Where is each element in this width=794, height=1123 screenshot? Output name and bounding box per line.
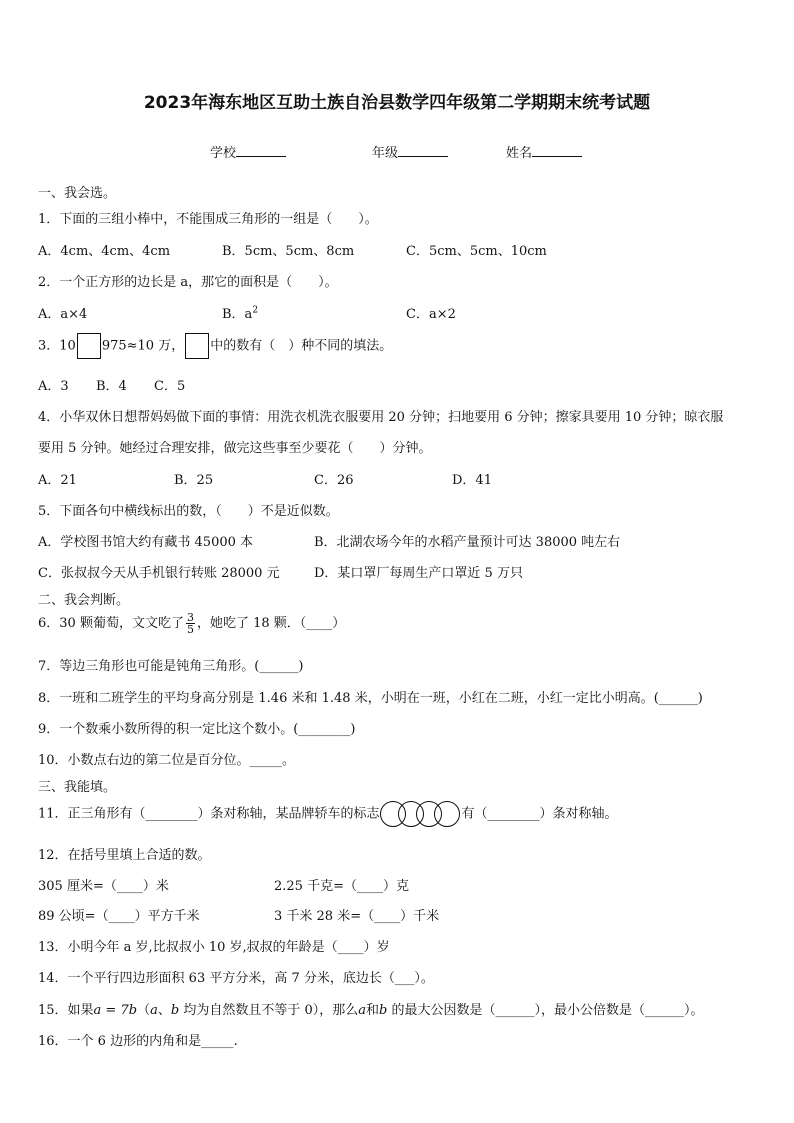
question-3-part3: 中的数有（ ）种不同的填法。 <box>210 338 393 354</box>
option-c[interactable]: C．a×2 <box>406 307 456 322</box>
question-9: 9．一个数乘小数所得的积一定比这个数小。(________) <box>38 722 356 737</box>
option-b[interactable]: B．北湖农场今年的水稻产量预计可达 38000 吨左右 <box>314 535 621 550</box>
option-b[interactable]: B．25 <box>174 473 214 488</box>
question-4-line1: 4．小华双休日想帮妈妈做下面的事情：用洗衣机洗衣服要用 20 分钟；扫地要用 6 分钟；擦家具要用 10 分钟；晾衣服 <box>38 410 724 425</box>
fill-item: 305 厘米=（____）米 <box>38 879 169 894</box>
name-blank[interactable] <box>532 155 582 157</box>
option-b-text: B．a <box>222 307 253 322</box>
name-label: 姓名 <box>506 146 533 161</box>
question-6-part2: ，她吃了 18 颗．（____） <box>196 616 346 631</box>
question-7: 7．等边三角形也可能是钝角三角形。(______) <box>38 659 304 674</box>
answer-box[interactable] <box>77 333 101 359</box>
page-title: 2023年海东地区互助土族自治县数学四年级第二学期期末统考试题 <box>143 93 651 113</box>
option-c[interactable]: C．26 <box>314 473 354 488</box>
option-b[interactable]: B．4 <box>96 379 127 394</box>
school-label: 学校 <box>210 146 237 161</box>
fill-item: 2.25 千克=（____）克 <box>274 879 409 894</box>
q15-text: 和 <box>366 1003 380 1018</box>
variable-a: a <box>150 1003 158 1018</box>
option-b[interactable]: B．5cm、5cm、8cm <box>222 244 355 259</box>
q15-text: 、 <box>157 1003 171 1018</box>
question-3-part1: 3．10 <box>38 338 76 354</box>
fraction <box>186 612 195 635</box>
q15-text: 15．如果 <box>38 1003 94 1018</box>
question-11-part1: 11．正三角形有（________）条对称轴，某品牌轿车的标志 <box>38 806 380 822</box>
school-field <box>210 142 286 161</box>
question-10: 10．小数点右边的第二位是百分位。_____。 <box>38 753 296 768</box>
fraction-denominator: 5 <box>186 623 194 636</box>
question-16: 16．一个 6 边形的内角和是_____. <box>38 1034 238 1049</box>
option-c[interactable]: C．张叔叔今天从手机银行转账 28000 元 <box>38 566 280 581</box>
option-a[interactable]: A．学校图书馆大约有藏书 45000 本 <box>38 535 254 550</box>
equation: a = 7b <box>93 1003 138 1018</box>
question-12: 12．在括号里填上合适的数。 <box>38 848 211 863</box>
fraction-numerator: 3 <box>186 611 194 624</box>
option-a[interactable]: A．a×4 <box>38 307 88 322</box>
car-logo-rings-icon <box>380 801 462 827</box>
question-14: 14．一个平行四边形面积 63 平方分米，高 7 分米，底边长（___）。 <box>38 971 434 986</box>
question-13: 13．小明今年 a 岁,比叔叔小 10 岁,叔叔的年龄是（____）岁 <box>38 940 390 955</box>
q15-text: 均为自然数且不等于 0），那么 <box>179 1003 359 1018</box>
question-3-part2: 975≈10 万， <box>101 338 185 354</box>
name-field <box>506 142 582 161</box>
fill-item: 3 千米 28 米=（____）千米 <box>274 909 440 924</box>
school-blank[interactable] <box>236 155 286 157</box>
grade-label: 年级 <box>372 146 399 161</box>
section-heading: 三、我能填。 <box>38 780 117 795</box>
option-c[interactable]: C．5cm、5cm、10cm <box>406 244 547 259</box>
question-6 <box>38 612 345 635</box>
question-2: 2．一个正方形的边长是 a，那它的面积是（ ）。 <box>38 275 338 290</box>
q15-text: （ <box>137 1003 151 1018</box>
option-c[interactable]: C．5 <box>154 379 186 394</box>
option-a[interactable]: A．3 <box>38 379 69 394</box>
option-d[interactable]: D．某口罩厂每周生产口罩近 5 万只 <box>314 566 523 581</box>
question-6-part1: 6．30 颗葡萄，文文吃了 <box>38 616 184 631</box>
variable-a: a <box>358 1003 366 1018</box>
option-d[interactable]: D．41 <box>452 473 492 488</box>
question-1: 1．下面的三组小棒中，不能围成三角形的一组是（ ）。 <box>38 212 378 227</box>
superscript: 2 <box>252 305 259 316</box>
variable-b: b <box>170 1003 180 1018</box>
question-15 <box>38 999 703 1018</box>
fill-item: 89 公顷=（____）平方千米 <box>38 909 200 924</box>
variable-b: b <box>379 1003 388 1018</box>
option-b[interactable] <box>222 303 258 322</box>
question-11-part2: 有（________）条对称轴。 <box>461 806 618 822</box>
option-a[interactable]: A．21 <box>38 473 77 488</box>
grade-field <box>372 142 448 161</box>
answer-box[interactable] <box>185 333 209 359</box>
question-4-line2: 要用 5 分钟。她经过合理安排，做完这些事至少要花（ ）分钟。 <box>38 441 432 456</box>
question-8: 8．一班和二班学生的平均身高分别是 1.46 米和 1.48 米，小明在一班，小红在二班，小红一定比小明高。(______) <box>38 691 703 706</box>
question-5: 5．下面各句中横线标出的数，（ ）不是近似数。 <box>38 504 339 519</box>
q15-text: 的最大公因数是（______），最小公倍数是（______）。 <box>387 1003 704 1018</box>
question-11 <box>38 801 618 827</box>
option-a[interactable]: A．4cm、4cm、4cm <box>38 244 171 259</box>
question-3 <box>38 333 392 359</box>
section-heading: 二、我会判断。 <box>38 593 130 608</box>
section-heading: 一、我会选。 <box>38 186 117 201</box>
grade-blank[interactable] <box>398 155 448 157</box>
